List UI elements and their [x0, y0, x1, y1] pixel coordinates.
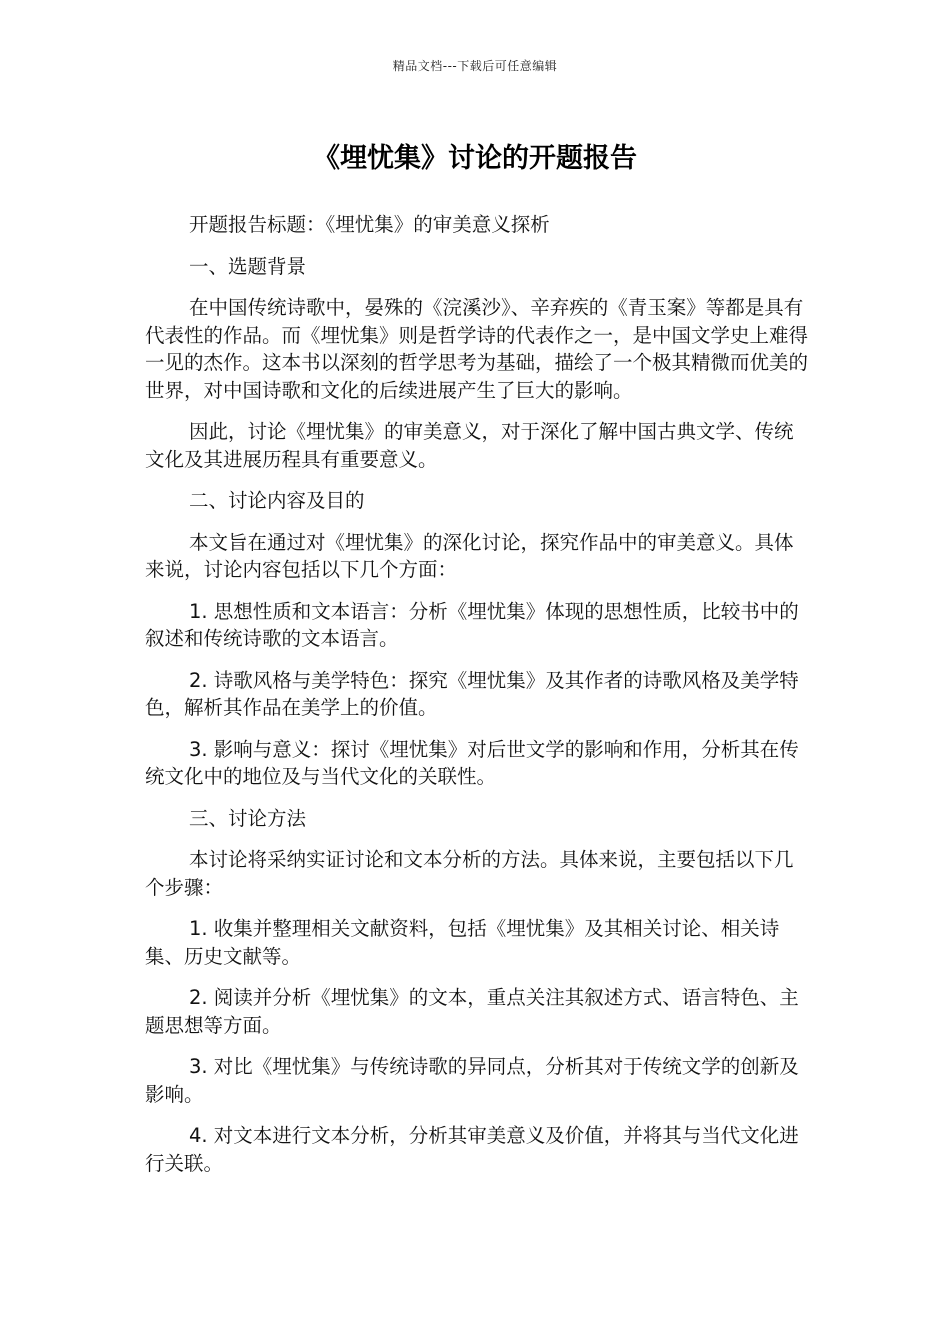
section-heading-content: 二、讨论内容及目的 [189, 489, 365, 512]
list-item: 2. 阅读并分析《埋忧集》的文本，重点关注其叙述方式、语言特色、主题思想等方面。 [145, 986, 799, 1037]
report-subtitle: 开题报告标题：《埋忧集》的审美意义探析 [189, 213, 550, 236]
body-paragraph: 本讨论将采纳实证讨论和文本分析的方法。具体来说，主要包括以下几个步骤： [145, 848, 794, 899]
list-item: 4. 对文本进行文本分析，分析其审美意义及价值，并将其与当代文化进行关联。 [145, 1124, 799, 1175]
section-heading-methods: 三、讨论方法 [189, 806, 307, 830]
list-item: 2. 诗歌风格与美学特色：探究《埋忧集》及其作者的诗歌风格及美学特色，解析其作品在美学上的价值。 [145, 668, 799, 719]
body-paragraph: 因此，讨论《埋忧集》的审美意义，对于深化了解中国古典文学、传统文化及其进展历程具有重要意义。 [145, 420, 794, 471]
body-paragraph: 本文旨在通过对《埋忧集》的深化讨论，探究作品中的审美意义。具体来说，讨论内容包括以下几个方面： [145, 530, 794, 581]
document-title: 《埋忧集》讨论的开题报告 [313, 143, 637, 174]
section-heading-background: 一、选题背景 [189, 254, 307, 278]
body-paragraph: 在中国传统诗歌中，晏殊的《浣溪沙》、辛弃疾的《青玉案》等都是具有代表性的作品。而《埋忧集》则是哲学诗的代表作之一，是中国文学史上难得一见的杰作。这本书以深刻的哲学思考为基础，描绘了一个极其精微而优美的世界，对中国诗歌和文化的后续进展产生了巨大的影响。 [145, 296, 809, 402]
list-item: 1. 收集并整理相关文献资料，包括《埋忧集》及其相关讨论、相关诗集、历史文献等。 [145, 917, 780, 968]
page-header-note: 精品文档---下载后可任意编辑 [392, 59, 558, 73]
list-item: 3. 影响与意义：探讨《埋忧集》对后世文学的影响和作用，分析其在传统文化中的地位及与当代文化的关联性。 [145, 737, 799, 788]
document-body [145, 211, 810, 1191]
list-item: 3. 对比《埋忧集》与传统诗歌的异同点，分析其对于传统文学的创新及影响。 [145, 1055, 799, 1106]
list-item: 1. 思想性质和文本语言：分析《埋忧集》体现的思想性质，比较书中的叙述和传统诗歌的文本语言。 [145, 599, 799, 650]
